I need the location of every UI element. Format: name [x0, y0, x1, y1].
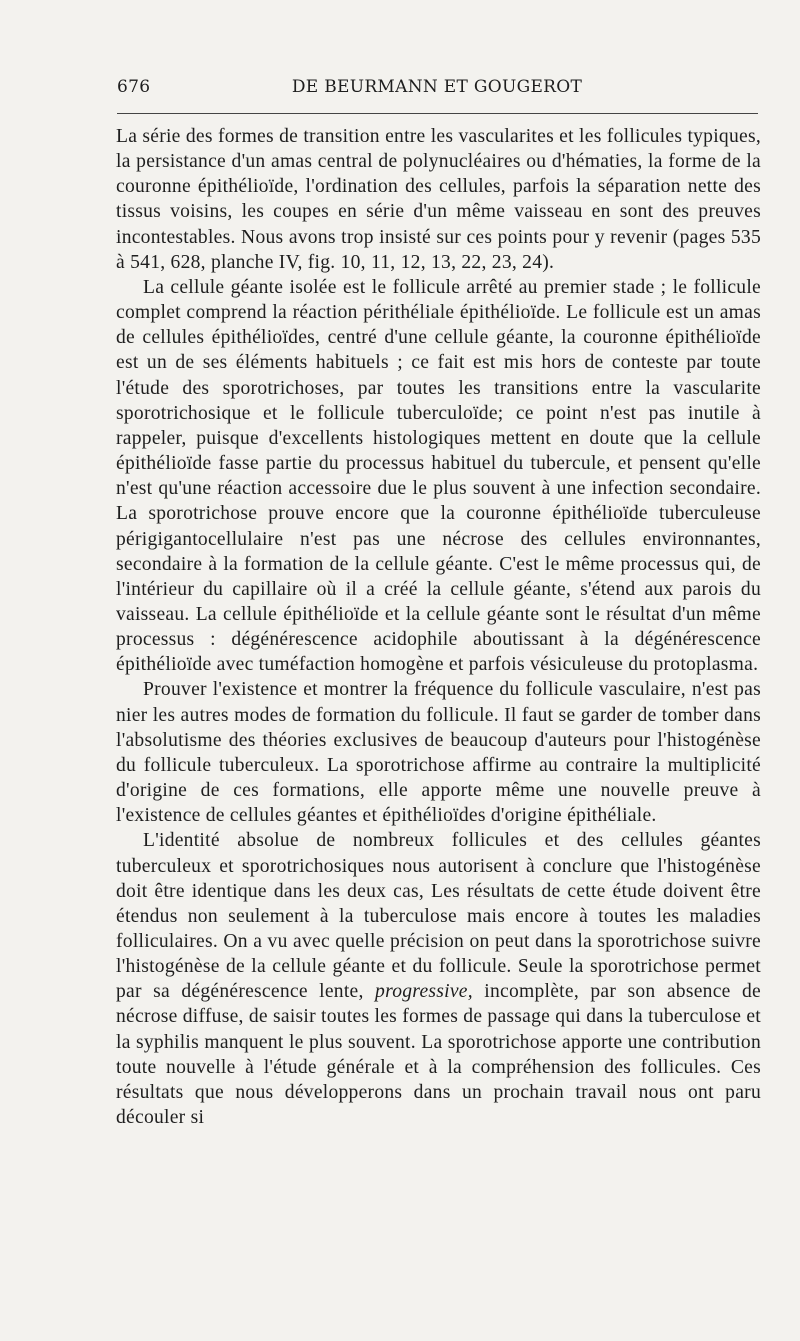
paragraph: Prouver l'existence et montrer la fréquence du follicule vasculaire, n'est pas nier les autres modes de formation du follicule. Il faut se garder de tomber dans l'absolutisme des théories exclusives de beaucoup d'auteurs pour l'histogénèse du follicule tuberculeux. La sporotrichose affirme au contraire la multiplicité d'origine de ces formations, elle apporte même une nouvelle preuve à l'existence de cellules géantes et épithélioïdes d'origine épithéliale. [116, 679, 761, 827]
paragraph-text: incomplète, par son absence de nécrose diffuse, de saisir toutes les formes de passage qui dans la tuberculose et la syphilis manquent le plus souvent. La sporotrichose apporte une contribution toute nouvelle à l'étude générale et à la compréhension des follicules. Ces résultats que nous développerons dans un prochain travail nous ont paru découler si [116, 981, 761, 1129]
page-header [117, 77, 757, 99]
header-rule [117, 113, 758, 114]
paragraph: La série des formes de transition entre les vascularites et les follicules typiques, la persistance d'un amas central de polynucléaires ou d'hématies, la forme de la couronne épithélioïde, l'ordination des cellules, parfois la séparation nette des tissus voisins, les coupes en série d'un même vaisseau en sont des preuves incontestables. Nous avons trop insisté sur ces points pour y revenir (pages 535 à 541, 628, planche IV, fig. 10, 11, 12, 13, 22, 23, 24). [116, 126, 761, 273]
paragraph: La cellule géante isolée est le follicule arrêté au premier stade ; le follicule complet comprend la réaction périthéliale épithélioïde. Le follicule est un amas de cellules épithélioïdes, centré d'une cellule géante, la couronne épithélioïde est un de ses éléments habituels ; ce fait est mis hors de conteste par toute l'étude des sporotrichoses, par toutes les transitions entre la vascularite sporotrichosique et le follicule tuberculoïde; ce point n'est pas inutile à rappeler, puisque d'excellents histologiques mettent en doute que la cellule épithélioïde fasse partie du processus habituel du tubercule, et pensent qu'elle n'est qu'une réaction accessoire due le plus souvent à une infection secondaire. La sporotrichose prouve encore que la couronne épithélioïde tuberculeuse périgigantocellulaire n'est pas une nécrose des cellules environnantes, secondaire à la formation de la cellule géante. C'est le même processus qui, de l'intérieur du capillaire où il a créé la cellule géante, s'étend aux parois du vaisseau. La cellule épithélioïde et la cellule géante sont le résultat d'un même processus : dégénérescence acidophile aboutissant à la dégénérescence épithélioïde avec tuméfaction homogène et parfois vésiculeuse du protoplasma. [116, 276, 761, 676]
italic-text: progressive, [375, 981, 473, 1003]
paragraph-text: L'identité absolue de nombreux follicules et des cellules géantes tuberculeux et sporotrichosiques nous autorisent à conclure que l'histogénèse doit être identique dans les deux cas, Les résultats de cette étude doivent être étendus non seulement à la tuberculose mais encore à toutes les maladies folliculaires. On a vu avec quelle précision on peut dans la sporotrichose suivre l'histogénèse de la cellule géante et du follicule. Seule la sporotrichose permet par sa dégénérescence lente, [116, 830, 761, 1003]
body-text [116, 124, 761, 1130]
page-number: 676 [117, 77, 151, 97]
paragraph [116, 828, 761, 1130]
running-title: DE BEURMANN ET GOUGEROT [291, 77, 583, 97]
